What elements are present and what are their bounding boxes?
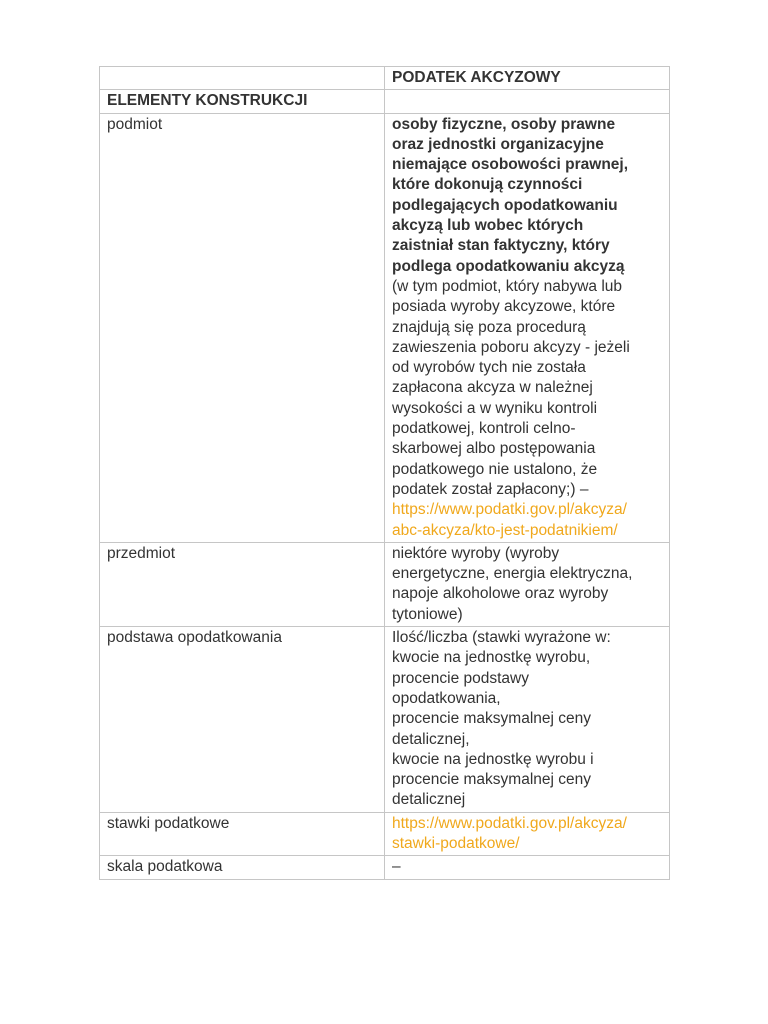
text-line: oraz jednostki organizacyjne: [392, 135, 604, 153]
table-row-przedmiot: [100, 542, 670, 626]
text-line: zaistniał stan faktyczny, który: [392, 237, 610, 255]
table-row-podmiot: [100, 113, 670, 542]
section-title: ELEMENTY KONSTRUKCJI: [100, 90, 385, 113]
text-line: –: [392, 858, 401, 876]
row-value: [385, 627, 670, 813]
table-row-podstawa: [100, 627, 670, 813]
table-section-row: [100, 90, 670, 113]
text-line: zapłacona akcyza w należnej: [392, 379, 593, 397]
text-line: kwocie na jednostkę wyrobu i: [392, 750, 594, 768]
table-row-skala: [100, 856, 670, 879]
text-line: energetyczne, energia elektryczna,: [392, 565, 633, 583]
header-title: PODATEK AKCYZOWY: [385, 67, 670, 90]
text-line: zawieszenia poboru akcyzy - jeżeli: [392, 338, 630, 356]
text-line: detalicznej: [392, 791, 466, 809]
text-line: posiada wyroby akcyzowe, które: [392, 298, 616, 316]
row-label: przedmiot: [100, 542, 385, 626]
podatnik-link[interactable]: abc-akcyza/kto-jest-podatnikiem/: [392, 521, 618, 539]
stawki-link[interactable]: stawki-podatkowe/: [392, 834, 520, 852]
text-line: kwocie na jednostkę wyrobu,: [392, 649, 591, 667]
table-row-stawki: [100, 812, 670, 856]
text-line: podlegających opodatkowaniu: [392, 196, 618, 214]
text-line: podatkowej, kontroli celno-: [392, 420, 576, 438]
text-line: procencie maksymalnej ceny: [392, 771, 592, 789]
text-line: podlega opodatkowaniu akcyzą: [392, 257, 625, 275]
section-right-cell: [385, 90, 670, 113]
row-label: podmiot: [100, 113, 385, 542]
text-line: podatkowego nie ustalono, że: [392, 460, 598, 478]
text-line: niemające osobowości prawnej,: [392, 156, 629, 174]
row-label: skala podatkowa: [100, 856, 385, 879]
text-line: które dokonują czynności: [392, 176, 583, 194]
text-line: detalicznej,: [392, 730, 470, 748]
text-line: tytoniowe): [392, 605, 463, 623]
text-line: od wyrobów tych nie została: [392, 359, 586, 377]
row-label: podstawa opodatkowania: [100, 627, 385, 813]
podatnik-link[interactable]: https://www.podatki.gov.pl/akcyza/: [392, 501, 627, 519]
text-line: procencie maksymalnej ceny: [392, 710, 592, 728]
text-line: akcyzą lub wobec których: [392, 217, 584, 235]
text-line: niektóre wyroby (wyroby: [392, 544, 560, 562]
row-value: [385, 113, 670, 542]
text-line: opodatkowania,: [392, 689, 501, 707]
text-line: Ilość/liczba (stawki wyrażone w:: [392, 629, 611, 647]
stawki-link[interactable]: https://www.podatki.gov.pl/akcyza/: [392, 814, 627, 832]
document-table: [99, 66, 670, 880]
header-left-cell: [100, 67, 385, 90]
row-value: [385, 856, 670, 879]
row-value: [385, 542, 670, 626]
row-label: stawki podatkowe: [100, 812, 385, 856]
row-value: [385, 812, 670, 856]
text-line: wysokości a w wyniku kontroli: [392, 399, 598, 417]
text-line: napoje alkoholowe oraz wyroby: [392, 585, 609, 603]
text-line: osoby fizyczne, osoby prawne: [392, 115, 616, 133]
text-line: podatek został zapłacony;) –: [392, 480, 589, 498]
table-header-row: [100, 67, 670, 90]
text-line: skarbowej albo postępowania: [392, 440, 596, 458]
text-line: procencie podstawy: [392, 669, 529, 687]
text-line: (w tym podmiot, który nabywa lub: [392, 277, 623, 295]
text-line: znajdują się poza procedurą: [392, 318, 586, 336]
